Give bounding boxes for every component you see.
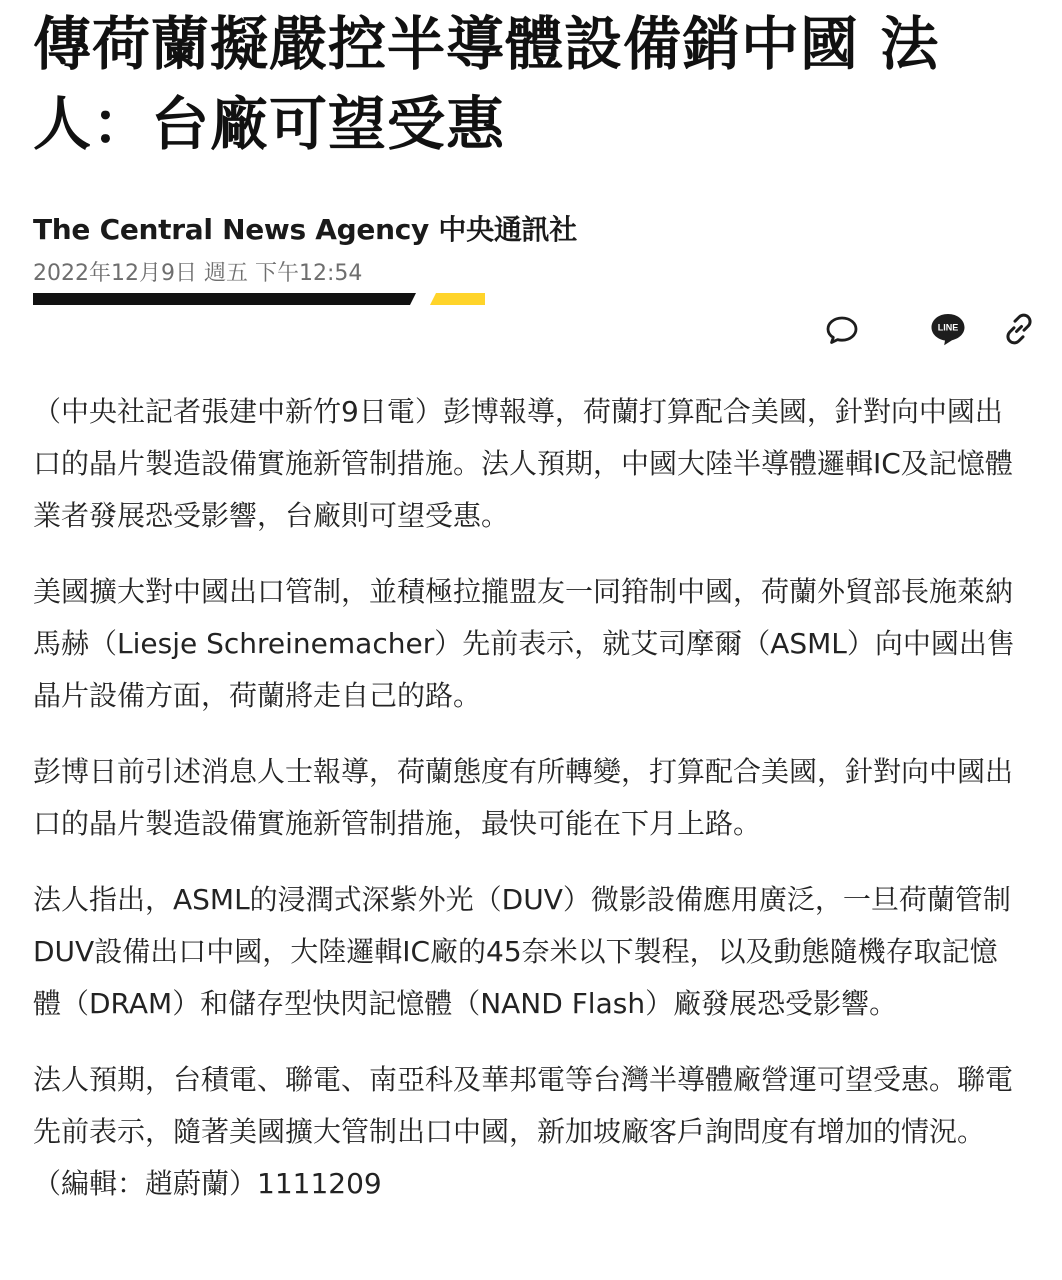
line-badge-text: LINE: [937, 322, 959, 333]
header-divider: [33, 293, 493, 305]
article-paragraph: 法人預期，台積電、聯電、南亞科及華邦電等台灣半導體廠營運可望受惠。聯電先前表示，隨著美國擴大管制出口中國，新加坡廠客戶詢問度有增加的情況。（編輯：趙蔚蘭）1111209: [33, 1063, 1014, 1200]
comment-icon[interactable]: [823, 310, 861, 348]
article-headline: 傳荷蘭擬嚴控半導體設備銷中國 法人：台廠可望受惠: [33, 10, 940, 158]
article-body: [33, 386, 1023, 1234]
article-paragraph: 法人指出，ASML的浸潤式深紫外光（DUV）微影設備應用廣泛，一旦荷蘭管制DUV設備出口中國，大陸邏輯IC廠的45奈米以下製程，以及動態隨機存取記憶體（DRAM）和儲存型快閃記憶體（NAND Flash）廠發展恐受影響。: [33, 883, 1011, 1020]
article: [33, 0, 1033, 1200]
article-paragraph: 美國擴大對中國出口管制，並積極拉攏盟友一同箝制中國，荷蘭外貿部長施萊納馬赫（Liesje Schreinemacher）先前表示，就艾司摩爾（ASML）向中國出售晶片設備方面，荷蘭將走自己的路。: [33, 575, 1015, 712]
article-paragraph: （中央社記者張建中新竹9日電）彭博報導，荷蘭打算配合美國，針對向中國出口的晶片製造設備實施新管制措施。法人預期，中國大陸半導體邏輯IC及記憶體業者發展恐受影響，台廠則可望受惠。: [33, 395, 1013, 532]
share-bar: [823, 310, 1062, 354]
article-paragraph: 彭博日前引述消息人士報導，荷蘭態度有所轉變，打算配合美國，針對向中國出口的晶片製造設備實施新管制措施，最快可能在下月上路。: [33, 755, 1014, 840]
link-icon[interactable]: [1000, 310, 1038, 348]
line-icon[interactable]: [929, 310, 967, 348]
accent-stripe: [430, 293, 485, 305]
article-date: 2022年12月9日 週五 下午12:54: [33, 261, 363, 286]
article-source: The Central News Agency 中央通訊社: [33, 213, 577, 246]
